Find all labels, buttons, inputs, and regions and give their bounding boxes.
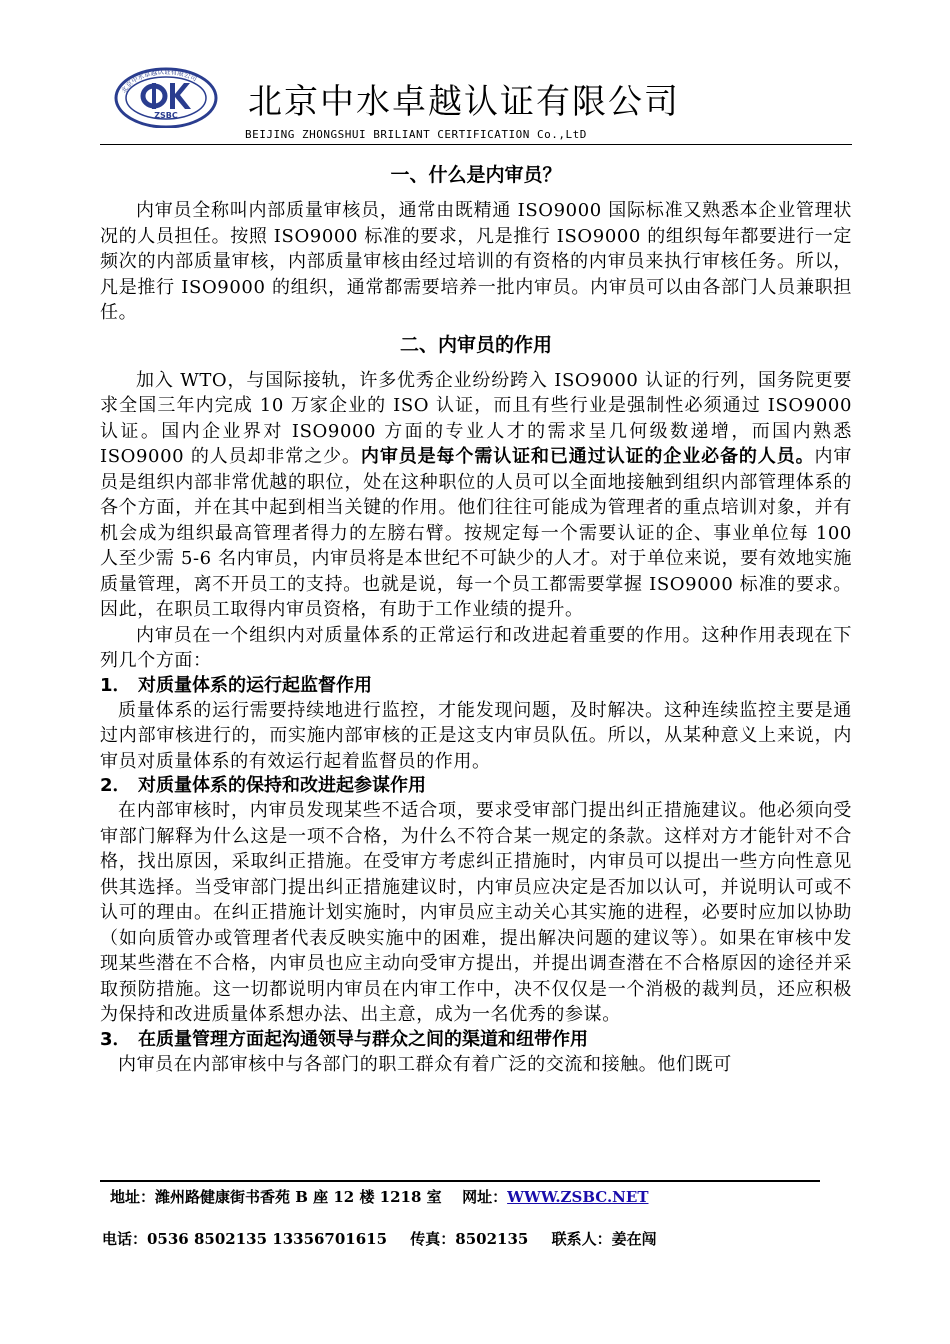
list-item-title: 对质量体系的保持和改进起参谋作用	[138, 775, 426, 796]
footer-address: 地址：潍州路健康街书香苑 B 座 12 楼 1218 室	[110, 1188, 442, 1206]
section-1-heading: 一、什么是内审员？	[390, 164, 562, 186]
list-item-number: 2．	[100, 775, 131, 796]
footer-address-line	[110, 1186, 649, 1207]
list-item-heading	[100, 774, 852, 798]
section-2-heading: 二、内审员的作用	[399, 333, 552, 356]
company-name: 北京中水卓越认证有限公司	[248, 82, 680, 122]
website-link[interactable]: WWW.ZSBC.NET	[507, 1188, 649, 1206]
company-name-english: BEIJING ZHONGSHUI BRILIANT CERTIFICATION Co.,LtD	[245, 128, 587, 141]
list-item-text: 在内部审核时，内审员发现某些不适合项，要求受审部门提出纠正措施建议。他必须向受审部门解释为什么这是一项不合格，为什么不符合某一规定的条款。这样对方才能针对不合格，找出原因，采取纠正措施。在受审方考虑纠正措施时，内审员可以提出一些方向性意见供其选择。当受审部门提出纠正措施建议时，内审员应决定是否加以认可，并说明认可或不认可的理由。在纠正措施计划实施时，内审员应主动关心其实施的进程，必要时应加以协助（如向质管办或管理者代表反映实施中的困难，提出解决问题的建议等）。如果在审核中发现某些潜在不合格，内审员也应主动向受审方提出，并提出调查潜在不合格原因的途径并采取预防措施。这一切都说明内审员在内审工作中，决不仅仅是一个消极的裁判员，还应积极为保持和改进质量体系想办法、出主意，成为一名优秀的参谋。	[100, 800, 852, 1025]
letterhead	[100, 60, 852, 146]
list-item-number: 1．	[100, 674, 131, 696]
document-body	[100, 160, 852, 1176]
list-item-number: 3．	[100, 1028, 131, 1050]
list-item-heading	[100, 1028, 852, 1052]
list-item-title: 对质量体系的运行起监督作用	[138, 674, 372, 696]
section-1-paragraph: 内审员全称叫内部质量审核员，通常由既精通 ISO9000 国际标准又熟悉本企业管理状况的人员担任。按照 ISO9000 标准的要求，凡是推行 ISO9000 的组织每年都要进行一定频次的内部质量审核，内部质量审核由经过培训的有资格的内审员来执行审核任务。所以，凡是推行 ISO9000 的组织，通常都需要培养一批内审员。内审员可以由各部门人员兼职担任。	[100, 200, 852, 323]
footer-contact-line	[102, 1228, 657, 1249]
footer-contact: 联系人：姜在闯	[551, 1230, 657, 1248]
company-logo	[114, 66, 218, 128]
footer-web-label: 网址：	[462, 1188, 508, 1206]
paragraph-text: 加入 WTO，与国际接轨，许多优秀企业纷纷跨入 ISO9000 认证的行列，国务院更要求全国三年内完成 10 万家企业的 ISO 认证，而且有些行业是强制性必须通过 ISO9000 认证。国内企业界对 ISO9000 方面的专业人才的需求呈几何级数递增，而国内熟悉 ISO9000 的人员却非常之少。	[100, 369, 852, 467]
footer-phone: 电话：0536 8502135 13356701615	[102, 1230, 388, 1248]
footer-fax: 传真：8502135	[410, 1230, 529, 1248]
list-item-text: 内审员在内部审核中与各部门的职工群众有着广泛的交流和接触。他们既可	[118, 1053, 732, 1075]
logo-ring-text: 北京中水卓越认证有限公司	[119, 67, 199, 95]
list-item-text: 质量体系的运行需要持续地进行监控，才能发现问题，及时解决。这种连续监控主要是通过内部审核进行的，而实施内部审核的正是这支内审员队伍。所以，从某种意义上来说，内审员对质量体系的有效运行起着监督员的作用。	[100, 699, 852, 772]
list-item-title: 在质量管理方面起沟通领导与群众之间的渠道和纽带作用	[138, 1028, 588, 1050]
bold-emphasis: 内审员是每个需认证和已通过认证的企业必备的人员。	[360, 446, 815, 467]
header-divider	[100, 144, 852, 145]
paragraph-text: 内审员是组织内部非常优越的职位，处在这种职位的人员可以全面地接触到组织内部管理体系的各个方面，并在其中起到相当关键的作用。他们往往可能成为管理者的重点培训对象，并有机会成为组织最高管理者得力的左膀右臂。按规定每一个需要认证的企、事业单位每 100 人至少需 5-6 名内审员，内审员将是本世纪不可缺少的人才。对于单位来说，要有效地实施质量管理，离不开员工的支持。也就是说，每一个员工都需要掌握 ISO9000 标准的要求。因此，在职员工取得内审员资格，有助于工作业绩的提升。	[100, 446, 852, 620]
logo-text: ZSBC	[154, 111, 178, 120]
list-item-heading	[100, 674, 852, 698]
footer-divider	[100, 1180, 820, 1182]
section-2-paragraph-2: 内审员在一个组织内对质量体系的正常运行和改进起着重要的作用。这种作用表现在下列几个方面：	[100, 624, 852, 671]
section-2-paragraph-1	[100, 368, 852, 623]
